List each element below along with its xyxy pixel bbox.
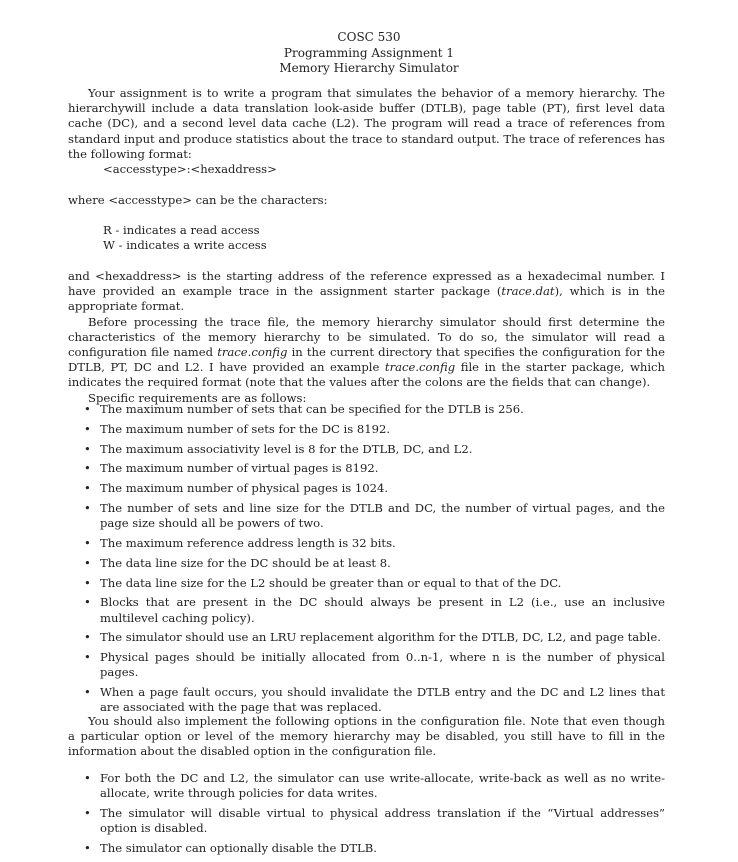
document-title: Memory Hierarchy Simulator bbox=[279, 61, 459, 76]
options-intro-paragraph: You should also implement the following options in the configuration file. Note that even though a particular option or level of the memory hierarchy may be disabled, you still have to fill in the information about the disabled option in the configuration file. bbox=[68, 714, 665, 759]
list-item: • When a page fault occurs, you should invalidate the DTLB entry and the DC and L2 lines that are associated with the page that was replaced. bbox=[84, 685, 665, 715]
hexaddress-paragraph bbox=[68, 269, 665, 315]
course-code: COSC 530 bbox=[337, 30, 401, 44]
list-item: • The simulator will disable virtual to physical address translation if the “Virtual addresses” option is disabled. bbox=[84, 806, 665, 836]
list-item: • The maximum number of physical pages is 1024. bbox=[84, 481, 389, 496]
list-item: • The number of sets and line size for the DTLB and DC, the number of virtual pages, and the page size should all be powers of two. bbox=[84, 500, 665, 531]
config-text-c: file in the starter package, which indicates the required format (note that the values after the colons are the fields that can change). bbox=[68, 360, 665, 390]
access-type-read: R - indicates a read access bbox=[103, 223, 260, 237]
list-item: • The data line size for the DC should be at least 8. bbox=[84, 555, 391, 570]
specific-requirements-line: Specific requirements are as follows: bbox=[88, 390, 307, 405]
list-item: • The simulator can optionally disable the DTLB. bbox=[84, 841, 377, 855]
title-block bbox=[0, 30, 738, 77]
list-item: • For both the DC and L2, the simulator can use write-allocate, write-back as well as no write-allocate, write through policies for data writes. bbox=[84, 771, 665, 801]
list-item: • The data line size for the L2 should be greater than or equal to that of the DC. bbox=[84, 575, 562, 590]
access-type-write: W - indicates a write access bbox=[103, 238, 267, 252]
trace-config-filename-2: trace.config bbox=[384, 360, 456, 375]
options-list bbox=[84, 771, 665, 861]
list-item: • Blocks that are present in the DC should always be present in L2 (i.e., use an inclusive multilevel caching policy). bbox=[84, 595, 665, 625]
list-item: • The maximum number of virtual pages is 8192. bbox=[84, 461, 379, 476]
config-paragraph bbox=[68, 315, 665, 391]
trace-format-line: <accesstype>:<hexaddress> bbox=[103, 162, 277, 176]
trace-config-filename: trace.config bbox=[217, 345, 288, 360]
list-item: • The maximum number of sets that can be specified for the DTLB is 256. bbox=[84, 402, 524, 416]
list-item: • The maximum number of sets for the DC is 8192. bbox=[84, 421, 391, 436]
list-item: • The maximum reference address length is 32 bits. bbox=[84, 535, 396, 550]
trace-dat-filename: trace.dat bbox=[501, 284, 555, 299]
intro-paragraph: Your assignment is to write a program that simulates the behavior of a memory hierarchy. The hierarchywill include a data translation look-aside buffer (DTLB), page table (PT), first level data cache (DC), and a second level data cache (L2). The program will read a trace of references from standard input and produce statistics about the trace to standard output. The trace of references has the following format: bbox=[68, 86, 665, 161]
requirements-list bbox=[84, 402, 665, 720]
hex-text-before: and <hexaddress> is the starting address of the reference expressed as a hexadecimal number. I have provided an example trace in the assignment starter package ( bbox=[68, 269, 665, 299]
list-item: • The maximum associativity level is 8 for the DTLB, DC, and L2. bbox=[84, 441, 473, 456]
config-text-a: Before processing the trace file, the memory hierarchy simulator should first determine the characteristics of the memory hierarchy to be simulated. To do so, the simulator will read a configuration file named bbox=[68, 314, 665, 360]
config-text-b: in the current directory that specifies the configuration for the DTLB, PT, DC and L2. I have provided an example bbox=[68, 345, 665, 375]
where-line: where <accesstype> can be the characters: bbox=[68, 193, 328, 207]
assignment-name: Programming Assignment 1 bbox=[283, 45, 455, 60]
list-item: • Physical pages should be initially allocated from 0..n-1, where n is the number of physical pages. bbox=[84, 650, 665, 680]
config-section bbox=[68, 269, 665, 406]
list-item: • The simulator should use an LRU replacement algorithm for the DTLB, DC, L2, and page table. bbox=[84, 630, 661, 645]
hex-text-after: ), which is in the appropriate format. bbox=[68, 284, 665, 314]
